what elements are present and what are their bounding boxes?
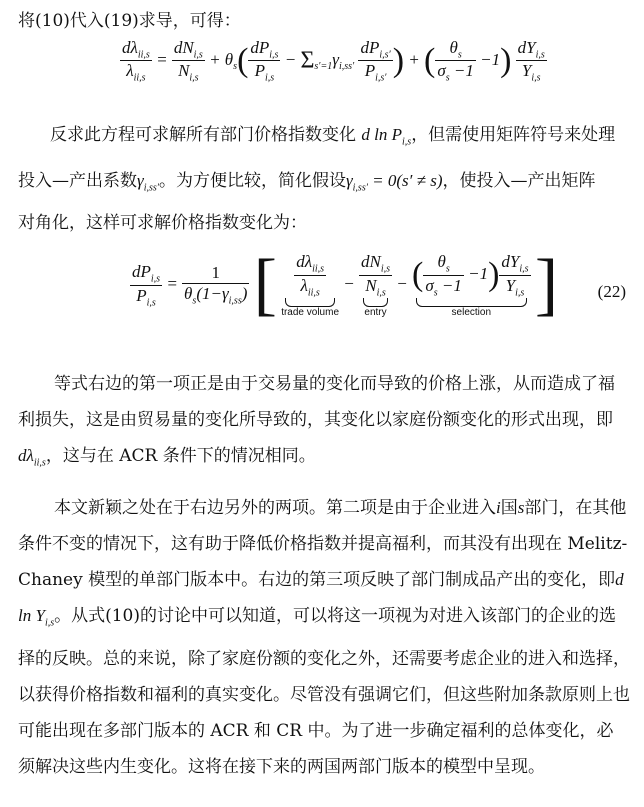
equation-22: $\frac{dP_{i,s}}{P_{i,s}}$ = $\frac{1}{\theta_s(1-\gamma_{i,ss})}$ [ $\frac{d\lambda_{ii,s}}{\lambda_{ii,s}}$ trade volume − $\frac{dN_{i,s}}{N_{i,s}}$ entry − ( $\frac{\theta_s}{\sigma_s -1}$ −1) $\frac{dY_{i,s}}{Y_{i,s}}$ selection ] [132,246,559,323]
equation-derivative: $\frac{d\lambda_{ii,s}}{\lambda_{ii,s}}$ = $\frac{dN_{i,s}}{N_{i,s}}$ + $\theta_s$( $\frac{dP_{i,s}}{P_{i,s}}$ − $\Sigma_{s'=1}\gamma_{i,ss'}$ $\frac{dP_{i,s'}}{P_{i,s'}}$ ) + ( $\frac{\theta_s}{\sigma_s -1}$ −1) $\frac{dY_{i,s}}{Y_{i,s}}$ [122,38,545,84]
para3: 本文新颖之处在于右边另外的两项。第二项是由于企业进入i国s部门，在其他条件不变的情况下，这有助于降低价格指数并提高福利，而其没有出现在 Melitz-Chaney 模型的单部门版本中。右边的第三项反映了部门制成品产出的变化，即d $\ln Y_{i,s}$。从式(10)的讨论中可以知道，可以将这一项视为对进入该部门的企业的选择的反映。总的来说，除了家庭份额的变化之外，还需要考虑企业的进入和选择，以获得价格指数和福利的真实变化。尽管没有强调它们，但这些附加条款原则上也可能出现在多部门版本的 ACR 和 CR 中。为了进一步确定福利的总体变化，必须解决这些内生变化。这将在接下来的两国两部门版本的模型中呈现。 [18,498,630,778]
para1-line3: 对角化，这样可求解价格指数变化为： [18,213,307,233]
equation-number: (22) [597,282,626,301]
para2: 等式右边的第一项正是由于交易量的变化而导致的价格上涨，从而造成了福利损失，这是由贸易量的变化所导致的，其变化以家庭份额变化的形式出现，即 $d\lambda_{ii,s}$，这与在 ACR 条件下的情况相同。 [18,374,615,469]
label-selection: selection [451,306,492,318]
para1-line2: 投入—产出系数$\gamma_{i,ss'}$。为方便比较，简化假设$\gamma_{i,ss'} = 0(s' \ne s)$，使投入—产出矩阵 [18,171,596,194]
label-entry: entry [364,306,387,318]
intro-line: 将(10)代入(19)求导，可得： [18,11,241,31]
label-trade-volume: trade volume [281,306,340,318]
para1-line1: 反求此方程可求解所有部门价格指数变化 d $\ln P_{i,s}$，但需使用矩阵符号来处理 [50,125,616,148]
